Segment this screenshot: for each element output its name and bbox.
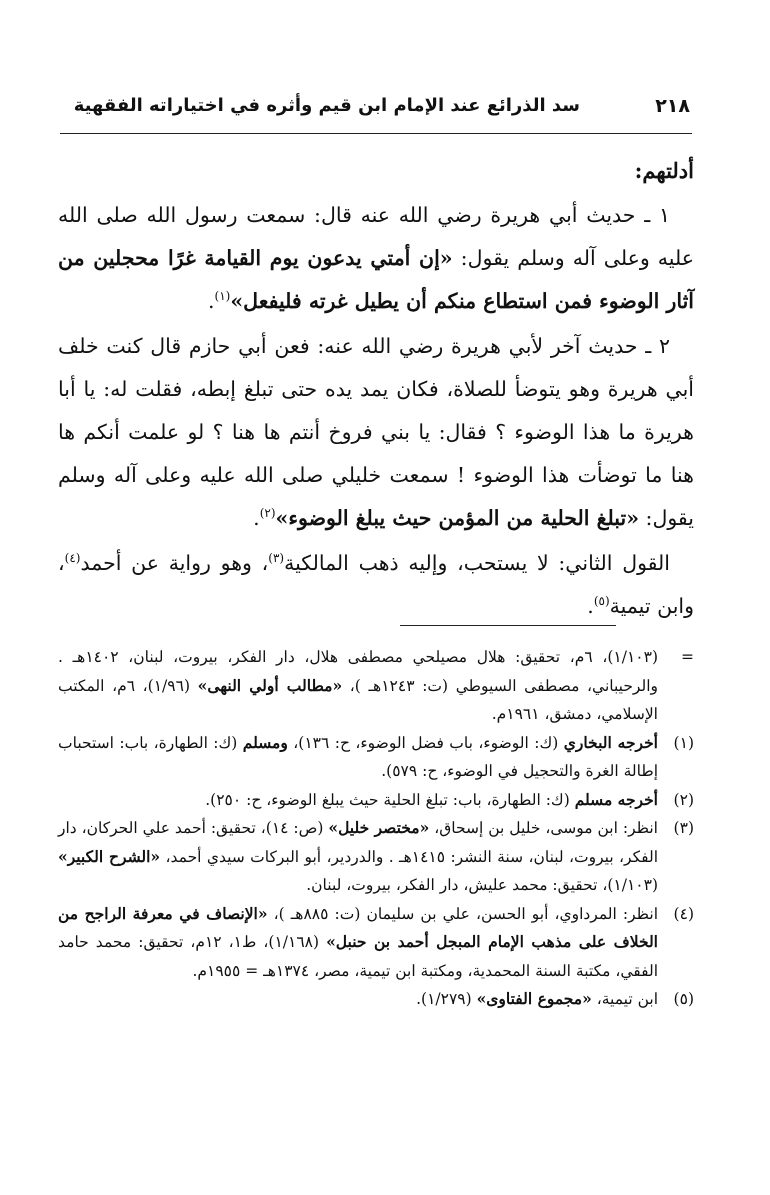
footnote-1 (58, 729, 694, 786)
main-text (58, 150, 694, 628)
text: ابن تيمية، (591, 990, 658, 1008)
footnote-text (58, 814, 658, 900)
text: ١ ـ حديث أبي هريرة رضي الله عنه قال: سمعت رسول الله صلى الله عليه وعلى آله وسلم يقول: (58, 203, 694, 270)
footnote-5 (58, 985, 694, 1014)
book-title: «الشرح الكبير» (58, 846, 161, 866)
text: (ك: الطهارة، باب: استحباب إطالة الغرة والتحجيل في الوضوء، ح: ٥٧٩). (58, 733, 658, 780)
footnote-marker: (٤) (673, 904, 694, 923)
text: انظر: المرداوي، أبو الحسن، علي بن سليمان (ت: ٨٨٥هـ )، (267, 904, 659, 923)
text: القول الثاني: لا يستحب، وإليه ذهب المالكية (284, 551, 670, 575)
source-name: أخرجه البخاري (563, 732, 658, 752)
footnote-marker: (١) (673, 733, 694, 752)
footnote-2 (58, 786, 694, 815)
running-title: سد الذرائع عند الإمام ابن قيم وأثره في اختياراته الفقهية (73, 95, 580, 116)
book-title: «مجموع الفتاوى» (476, 989, 592, 1008)
text: (١/٢٧٩). (416, 990, 477, 1008)
footnote-text (58, 786, 658, 815)
text: . (208, 289, 215, 313)
footnote-3 (58, 814, 694, 900)
source-name: أخرجه مسلم (574, 789, 658, 809)
footnote-text (58, 643, 658, 729)
footnote-4 (58, 900, 694, 986)
source-name: ومسلم (242, 732, 288, 752)
footnote-ref: (٥) (593, 594, 610, 609)
book-title: «الإنصاف في معرفة الراجح من الخلاف على مذهب الإمام المبجل أحمد بن حنبل» (58, 903, 658, 951)
footnote-ref: (٤) (64, 551, 81, 566)
footnote-ref: (٢) (259, 506, 276, 521)
text: (ص: ١٤)، تحقيق: أحمد علي الحركان، دار الفكر، بيروت، لبنان، سنة النشر: ١٤١٥هـ . والدردير، أبو البركات سيدي أحمد، (58, 819, 658, 866)
footnote-continuation (58, 643, 694, 729)
footnote-ref: (٣) (268, 551, 285, 566)
paragraph-hadith-2 (58, 325, 694, 540)
footnote-divider (400, 625, 616, 626)
text: (ك: الوضوء، باب فضل الوضوء، ح: ١٣٦)، (287, 733, 564, 752)
text: (١/١٠٣)، تحقيق: محمد عليش، دار الفكر، بيروت، لبنان. (306, 876, 658, 894)
footnote-text (58, 729, 658, 786)
text: ، وابن تيمية (58, 551, 694, 618)
footnote-marker: = (681, 648, 694, 666)
footnote-ref: (١) (214, 289, 231, 304)
page-number: ٢١٨ (655, 95, 690, 117)
text: . (253, 506, 260, 530)
footnote-marker: (٢) (673, 790, 694, 809)
text: . (587, 594, 594, 618)
text: (١/١٦٨)، ط١، ١٢م، تحقيق: محمد حامد الفقي، مكتبة السنة المحمدية، ومكتبة ابن تيمية، مصر، ١٣٧٤هـ = ١٩٥٥م. (58, 933, 658, 980)
text: ، وهو رواية عن أحمد (80, 551, 269, 575)
text: (١/١٠٣)، ٦م، تحقيق: هلال مصيلحي مصطفى هلال، دار الفكر، بيروت، لبنان، ١٤٠٢هـ . والرحيباني، مصطفى السيوطي (ت: ١٢٤٣هـ )، (58, 648, 658, 695)
text: (ك: الطهارة، باب: تبلغ الحلية حيث يبلغ الوضوء، ح: ٢٥٠). (205, 790, 575, 809)
running-header (60, 95, 690, 131)
book-title: «مختصر خليل» (328, 818, 430, 837)
book-title: «مطالب أولي النهى» (197, 675, 343, 695)
text: انظر: ابن موسى، خليل بن إسحاق، (429, 819, 658, 837)
text: (١/٩٦)، ٦م، المكتب الإسلامي، دمشق، ١٩٦١م. (58, 676, 658, 723)
section-heading: أدلتهم: (634, 158, 694, 183)
paragraph-second-opinion (58, 542, 694, 628)
paragraph-hadith-1 (58, 194, 694, 323)
hadith-quote: «إن أمتي يدعون يوم القيامة غرًا محجلين من آثار الوضوء فمن استطاع منكم أن يطيل غرته فليفعل» (58, 246, 694, 313)
text: ٢ ـ حديث آخر لأبي هريرة رضي الله عنه: فعن أبي حازم قال كنت خلف أبي هريرة وهو يتوضأ للصلاة، فكان يمد يده حتى تبلغ إبطه، فقلت له: يا أبا هريرة ما هذا الوضوء ؟ فقال: يا بني فروخ أنتم ها هنا ؟ لو علمت أنكم ها هنا ما توضأت هذا الوضوء ! سمعت خليلي صلى الله عليه وعلى آله وسلم يقول: (58, 334, 694, 530)
footnote-text (58, 900, 658, 986)
footnote-marker: (٥) (673, 990, 694, 1008)
footnote-text (58, 985, 658, 1014)
footnote-marker: (٣) (673, 819, 694, 837)
hadith-quote: «تبلغ الحلية من المؤمن حيث يبلغ الوضوء» (275, 506, 640, 530)
footnotes (58, 643, 694, 1014)
header-divider (60, 133, 692, 134)
